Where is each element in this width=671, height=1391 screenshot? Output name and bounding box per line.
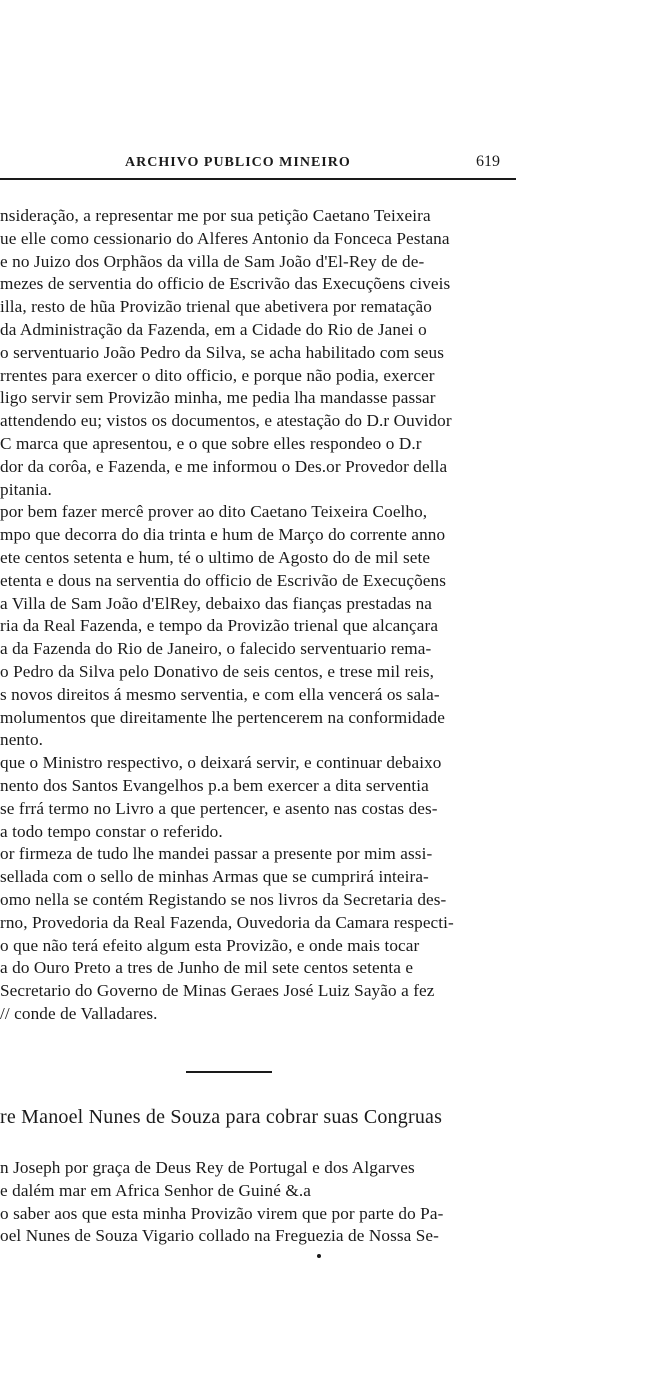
text-line: ligo servir sem Provizão minha, me pedia lha mandasse passar: [0, 388, 436, 408]
text-line: o saber aos que esta minha Provizão virem que por parte do Pa-: [0, 1203, 444, 1223]
text-line: a do Ouro Preto a tres de Junho de mil sete centos setenta e: [0, 958, 414, 978]
text-line: omo nella se contém Registando se nos livros da Secretaria des-: [0, 889, 447, 909]
text-line: nento dos Santos Evangelhos p.a bem exercer a dita serventia: [0, 775, 429, 795]
text-line: ete centos setenta e hum, té o ultimo de Agosto do de mil sete: [0, 547, 431, 567]
header-rule: [0, 178, 516, 180]
text-line: dor da corôa, e Fazenda, e me informou o Des.or Provedor della: [0, 456, 448, 476]
print-dot-mark: [317, 1254, 321, 1258]
text-line: que o Ministro respectivo, o deixará servir, e continuar debaixo: [0, 753, 442, 773]
text-line: sellada com o sello de minhas Armas que se cumprirá inteira-: [0, 867, 429, 887]
body-text: [0, 205, 525, 1026]
text-line: mpo que decorra do dia trinta e hum de Março do corrente anno: [0, 525, 446, 545]
section-separator-rule: [186, 1071, 272, 1073]
text-line: // conde de Valladares.: [0, 1003, 158, 1023]
text-line: s novos direitos á mesmo serventia, e com ella vencerá os sala-: [0, 684, 440, 704]
text-line: a Villa de Sam João d'ElRey, debaixo das fianças prestadas na: [0, 593, 432, 613]
text-line: a da Fazenda do Rio de Janeiro, o falecido serventuario rema-: [0, 639, 432, 659]
text-line: nento.: [0, 730, 44, 750]
text-line: e no Juizo dos Orphãos da villa de Sam João d'El-Rey de de-: [0, 251, 425, 271]
section-heading: re Manoel Nunes de Souza para cobrar suas Congruas: [0, 1106, 443, 1128]
text-line: etenta e dous na serventia do officio de Escrivão de Execuçõens: [0, 570, 446, 590]
text-line: e dalém mar em Africa Senhor de Guiné &.a: [0, 1180, 311, 1200]
text-line: oel Nunes de Souza Vigario collado na Freguezia de Nossa Se-: [0, 1226, 439, 1246]
text-line: rrentes para exercer o dito officio, e porque não podia, exercer: [0, 365, 435, 385]
running-head: ARCHIVO PUBLICO MINEIRO: [125, 155, 351, 170]
text-line: or firmeza de tudo lhe mandei passar a presente por mim assi-: [0, 844, 433, 864]
page-number: 619: [476, 153, 500, 170]
text-line: attendendo eu; vistos os documentos, e atestação do D.r Ouvidor: [0, 411, 452, 431]
section-body-text: [0, 1157, 525, 1248]
text-line: n Joseph por graça de Deus Rey de Portugal e dos Algarves: [0, 1158, 415, 1177]
text-line: pitania.: [0, 479, 52, 499]
text-line: se frrá termo no Livro a que pertencer, e asento nas costas des-: [0, 798, 438, 818]
text-line: o Pedro da Silva pelo Donativo de seis centos, e trese mil reis,: [0, 661, 435, 681]
text-line: o serventuario João Pedro da Silva, se acha habilitado com seus: [0, 342, 444, 362]
text-line: mezes de serventia do officio de Escrivão das Execuçõens civeis: [0, 274, 451, 294]
text-line: molumentos que direitamente lhe pertencerem na conformidade: [0, 707, 445, 727]
text-line: nsideração, a representar me por sua petição Caetano Teixeira: [0, 206, 431, 225]
text-line: por bem fazer mercê prover ao dito Caetano Teixeira Coelho,: [0, 502, 428, 522]
text-line: Secretario do Governo de Minas Geraes José Luiz Sayão a fez: [0, 981, 435, 1001]
text-line: rno, Provedoria da Real Fazenda, Ouvedoria da Camara respecti-: [0, 912, 454, 932]
text-line: C marca que apresentou, e o que sobre elles respondeo o D.r: [0, 433, 422, 453]
text-line: illa, resto de hũa Provizão trienal que abetivera por rematação: [0, 297, 432, 317]
text-line: da Administração da Fazenda, em a Cidade do Rio de Janei o: [0, 319, 427, 339]
text-line: o que não terá efeito algum esta Provizão, e onde mais tocar: [0, 935, 420, 955]
text-line: ria da Real Fazenda, e tempo da Provizão trienal que alcançara: [0, 616, 439, 636]
text-line: a todo tempo constar o referido.: [0, 821, 223, 841]
text-line: ue elle como cessionario do Alferes Antonio da Fonceca Pestana: [0, 228, 450, 248]
